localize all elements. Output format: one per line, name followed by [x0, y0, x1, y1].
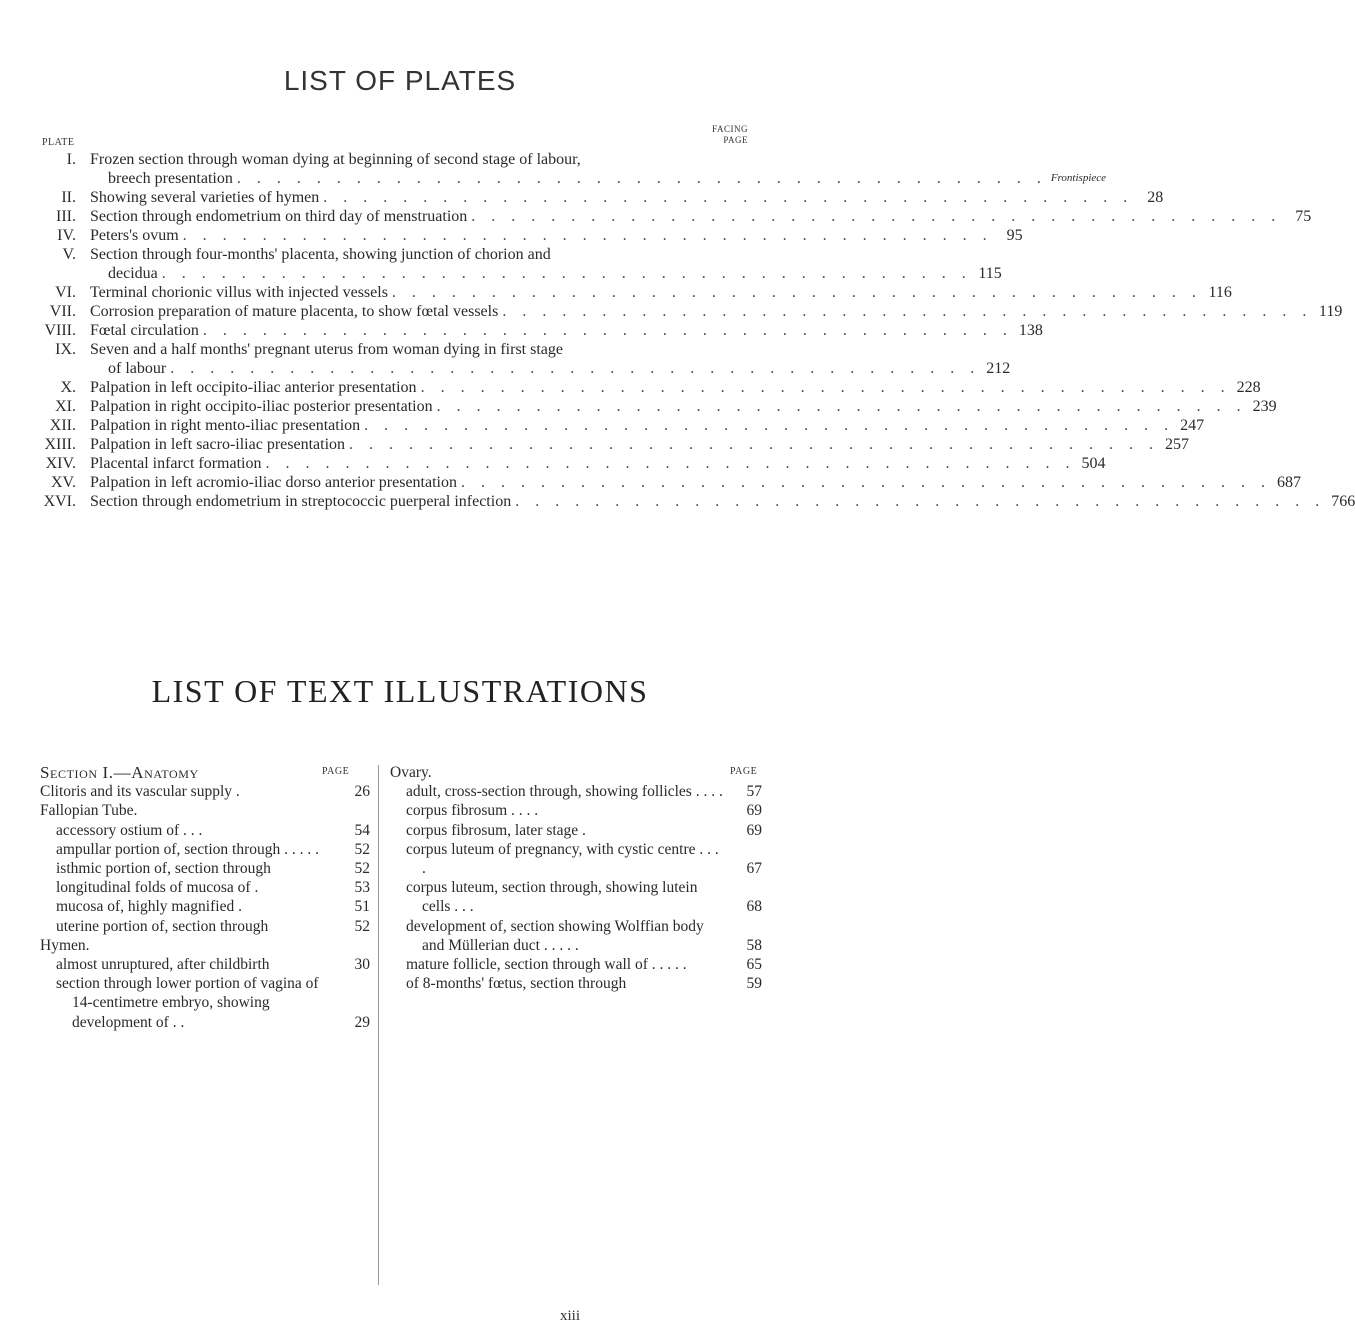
index-entry: corpus luteum of pregnancy, with cystic centre . . . . 67 [406, 840, 762, 878]
index-entry-text: corpus luteum, section through, showing lutein cells . . . [406, 879, 698, 916]
index-entry: development of, section showing Wolffian body and Müllerian duct . . . . . 58 [406, 917, 762, 954]
index-entry-text: section through lower portion of vagina of 14-centimetre embryo, showing development of . . [56, 975, 319, 1031]
plate-description [90, 492, 1355, 511]
index-entry-text: mature follicle, section through wall of . . . . . [406, 956, 687, 974]
plate-description [90, 226, 1023, 245]
index-entry-text: almost unruptured, after childbirth [56, 956, 270, 974]
plate-page-number: 28 [1147, 189, 1164, 206]
plate-page-number: 247 [1180, 417, 1205, 434]
plate-description [90, 340, 1011, 378]
plate-description-line: Fœtal circulation [90, 322, 199, 339]
plate-number: XIV. [45, 455, 76, 472]
plate-description-line: Peters's ovum [90, 227, 179, 244]
plate-description [90, 378, 1261, 397]
plate-page-number: 228 [1236, 379, 1261, 396]
plate-number: V. [62, 246, 76, 263]
index-entry-text: corpus fibrosum . . . . [406, 802, 539, 820]
index-entry: corpus fibrosum, later stage . 69 [406, 821, 762, 839]
right-index-column [390, 763, 762, 993]
index-entry-text: corpus luteum of pregnancy, with cystic centre . . . . [406, 840, 719, 878]
plate-description [90, 245, 1002, 283]
plate-number: VII. [49, 303, 76, 320]
plates-title: LIST OF PLATES [283, 65, 517, 96]
facing-label-line-1: FACING [712, 124, 748, 134]
plate-number: XVI. [43, 493, 76, 510]
leader-dots: . . . . . . . . . . . . . . . . . . . . . . . . . . . . . . . . . . . . . . . . . [471, 208, 1282, 225]
ovary-heading: Ovary. [390, 764, 432, 781]
plate-number: VIII. [44, 322, 76, 339]
plate-description-line: of labour [108, 360, 167, 377]
plate-page-number: 504 [1081, 455, 1106, 472]
right-page-column-label: PAGE [730, 766, 758, 777]
index-entry: uterine portion of, section through 52 [56, 917, 370, 935]
plate-number: IV. [57, 227, 76, 244]
plate-number: I. [66, 151, 76, 168]
index-entry: mature follicle, section through wall of . . . . . 65 [406, 956, 762, 974]
leader-dots: . . . . . . . . . . . . . . . . . . . . . . . . . . . . . . . . . . . . . . . . . [161, 265, 972, 282]
plate-page-number: 239 [1252, 398, 1277, 415]
plate-number: III. [56, 208, 76, 225]
plate-number: X. [60, 379, 76, 396]
plate-description [90, 302, 1343, 321]
leader-dots: . . . . . . . . . . . . . . . . . . . . . . . . . . . . . . . . . . . . . . . . . [420, 379, 1231, 396]
index-entry-text: accessory ostium of . . . [56, 821, 203, 839]
plate-description-line: Palpation in right occipito-iliac posterior presentation [90, 398, 433, 415]
plate-page-number: 766 [1331, 493, 1355, 510]
plate-page-number: 687 [1277, 474, 1301, 491]
leader-dots: . . . . . . . . . . . . . . . . . . . . . . . . . . . . . . . . . . . . . . . . . [515, 493, 1326, 510]
index-entry-text: uterine portion of, section through [56, 917, 269, 935]
leader-dots: . . . . . . . . . . . . . . . . . . . . . . . . . . . . . . . . . . . . . . . . . [364, 417, 1175, 434]
leader-dots: . . . . . . . . . . . . . . . . . . . . . . . . . . . . . . . . . . . . . . . . . [391, 284, 1202, 301]
plate-description [90, 416, 1205, 435]
leader-dots: . . . . . . . . . . . . . . . . . . . . . . . . . . . . . . . . . . . . . . . . . [502, 303, 1313, 320]
plate-description-line: Palpation in right mento-iliac presentation [90, 417, 361, 434]
leader-dots: . . . . . . . . . . . . . . . . . . . . . . . . . . . . . . . . . . . . . . . . . [436, 398, 1247, 415]
index-entry-text: of 8-months' fœtus, section through [406, 975, 627, 993]
facing-label-line-2: PAGE [723, 135, 748, 145]
plate-description-line: Terminal chorionic villus with injected vessels [90, 284, 388, 301]
plate-page-number: 115 [978, 265, 1002, 282]
index-entry [40, 801, 370, 820]
plate-page-number: 212 [986, 360, 1011, 377]
facing-page-label [712, 124, 748, 146]
index-entry-text: ampullar portion of, section through . . . . . [56, 840, 320, 858]
plate-description [90, 435, 1190, 454]
index-entry-text: Hymen. [40, 936, 90, 954]
plate-description [90, 321, 1043, 340]
leader-dots: . . . . . . . . . . . . . . . . . . . . . . . . . . . . . . . . . . . . . . . . . [265, 455, 1076, 472]
index-entry: corpus luteum, section through, showing lutein cells . . . 68 [406, 879, 762, 916]
plate-description-line: Section through four-months' placenta, showing junction of chorion and [90, 246, 551, 263]
index-entry: ampullar portion of, section through . . . . . 52 [56, 840, 370, 858]
index-entry [40, 782, 370, 801]
plate-description-line: Placental infarct formation [90, 455, 262, 472]
plate-description [90, 473, 1301, 492]
plate-number: XV. [50, 474, 76, 491]
plate-page-number: 119 [1318, 303, 1343, 320]
left-index-column [40, 763, 370, 1032]
index-entry: isthmic portion of, section through 52 [56, 860, 370, 878]
plate-number: IX. [55, 341, 76, 358]
plate-description [90, 150, 1107, 188]
left-page-column-label: PAGE [322, 766, 350, 777]
plate-number: XII. [49, 417, 76, 434]
leader-dots: . . . . . . . . . . . . . . . . . . . . . . . . . . . . . . . . . . . . . . . . . [182, 227, 993, 244]
plate-description-line: Palpation in left sacro-iliac presentation [90, 436, 346, 453]
index-entry: mucosa of, highly magnified . 51 [56, 898, 370, 916]
index-entry-text: Clitoris and its vascular supply . [40, 783, 240, 801]
plate-number: VI. [55, 284, 76, 301]
index-entry: corpus fibrosum . . . . 69 [406, 802, 762, 820]
plate-description-line: Corrosion preparation of mature placenta, to show fœtal vessels [90, 303, 499, 320]
index-entry: accessory ostium of . . . 54 [56, 821, 370, 839]
index-entry: adult, cross-section through, showing follicles . . . . 57 [406, 783, 762, 801]
text-illustrations-title: LIST OF TEXT ILLUSTRATIONS [151, 673, 649, 709]
plate-description-line: Section through endometrium in streptococcic puerperal infection [90, 493, 512, 510]
plate-number: II. [61, 189, 76, 206]
plate-page-number: 138 [1018, 322, 1043, 339]
index-entry-text: isthmic portion of, section through [56, 860, 271, 878]
plate-number: XI. [55, 398, 76, 415]
leader-dots: . . . . . . . . . . . . . . . . . . . . . . . . . . . . . . . . . . . . . . . . . [461, 474, 1271, 491]
column-divider [378, 765, 379, 1285]
index-entry-text: longitudinal folds of mucosa of . [56, 879, 259, 897]
plate-description-line: Section through endometrium on third day of menstruation [90, 208, 468, 225]
index-entry-page: 26 [354, 783, 370, 801]
plate-description [90, 397, 1277, 416]
plate-description [90, 454, 1106, 473]
plate-page-number: 75 [1295, 208, 1312, 225]
plate-description [90, 207, 1312, 226]
index-entry-text: corpus fibrosum, later stage . [406, 821, 586, 839]
leader-dots: . . . . . . . . . . . . . . . . . . . . . . . . . . . . . . . . . . . . . . . . . [202, 322, 1013, 339]
leader-dots: . . . . . . . . . . . . . . . . . . . . . . . . . . . . . . . . . . . . . . . . . [170, 360, 981, 377]
plate-column-label: PLATE [42, 137, 75, 148]
plate-page-number: Frontispiece [1050, 172, 1107, 184]
index-entry-text: Fallopian Tube. [40, 802, 138, 820]
index-entry: longitudinal folds of mucosa of . 53 [56, 879, 370, 897]
leader-dots: . . . . . . . . . . . . . . . . . . . . . . . . . . . . . . . . . . . . . . . . . [323, 189, 1134, 206]
plate-page-number: 257 [1165, 436, 1190, 453]
index-entry-text: mucosa of, highly magnified . [56, 898, 242, 916]
plate-description-line: breech presentation [108, 170, 233, 187]
plate-page-number: 116 [1208, 284, 1232, 301]
index-entry-text: adult, cross-section through, showing follicles . . . . [406, 783, 723, 801]
leader-dots: . . . . . . . . . . . . . . . . . . . . . . . . . . . . . . . . . . . . . . . . . [349, 436, 1160, 453]
plate-description-line: Seven and a half months' pregnant uterus from woman dying in first stage [90, 341, 563, 358]
index-entry: of 8-months' fœtus, section through 59 [406, 975, 762, 993]
plate-description [90, 283, 1232, 302]
plate-description-line: Showing several varieties of hymen [90, 189, 320, 206]
plate-page-number: 95 [1006, 227, 1023, 244]
index-entry: section through lower portion of vagina of 14-centimetre embryo, showing development of . . 29 [56, 975, 370, 1031]
right-entries [390, 782, 762, 993]
leader-dots: . . . . . . . . . . . . . . . . . . . . . . . . . . . . . . . . . . . . . . . . . [236, 170, 1047, 187]
left-entries [40, 782, 370, 1032]
section-heading: Section I.—Anatomy [40, 763, 199, 782]
plate-description-line: Palpation in left occipito-iliac anterior presentation [90, 379, 417, 396]
plate-number: XIII. [44, 436, 76, 453]
plate-description-line: Frozen section through woman dying at beginning of second stage of labour, [90, 151, 581, 168]
index-entry: almost unruptured, after childbirth 30 [56, 956, 370, 974]
plate-description-line: decidua [108, 265, 158, 282]
plate-description [90, 188, 1164, 207]
index-entry-text: development of, section showing Wolffian body and Müllerian duct . . . . . [406, 917, 704, 954]
page-number-folio: xiii [560, 1308, 581, 1324]
index-entry [40, 936, 370, 955]
plate-description-line: Palpation in left acromio-iliac dorso anterior presentation [90, 474, 457, 491]
